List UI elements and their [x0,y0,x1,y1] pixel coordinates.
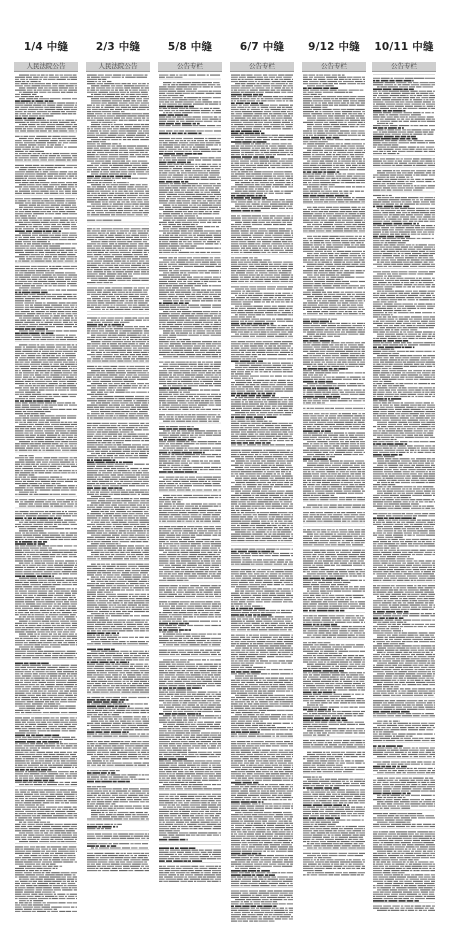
column-text-block [87,73,149,872]
column-header: 公告专栏 [302,62,366,72]
column-label: 5/8 中缝 [167,41,213,53]
column-page-strip [14,62,78,912]
column-header: 公告专栏 [158,62,222,72]
gutter-column-1 [14,0,78,936]
column-page-strip [86,62,150,872]
column-label: 9/12 中缝 [308,41,360,53]
column-page-strip [372,62,436,912]
gutter-column-3 [158,0,222,936]
column-text-block [373,73,435,912]
gutter-column-5 [302,0,366,936]
column-header: 人民法院公告 [14,62,78,72]
column-text-block [159,73,221,882]
column-page-strip [230,62,294,922]
column-page-strip [158,62,222,882]
column-label: 1/4 中缝 [23,41,69,53]
column-label: 2/3 中缝 [95,41,141,53]
gutter-column-4 [230,0,294,936]
gutter-column-2 [86,0,150,936]
gutter-column-6 [372,0,436,936]
column-header: 公告专栏 [372,62,436,72]
column-header: 人民法院公告 [86,62,150,72]
column-label: 10/11 中缝 [374,41,434,53]
column-text-block [15,73,77,912]
column-label: 6/7 中缝 [239,41,285,53]
column-text-block [231,73,293,922]
column-header: 公告专栏 [230,62,294,72]
column-text-block [303,73,365,877]
column-page-strip [302,62,366,877]
